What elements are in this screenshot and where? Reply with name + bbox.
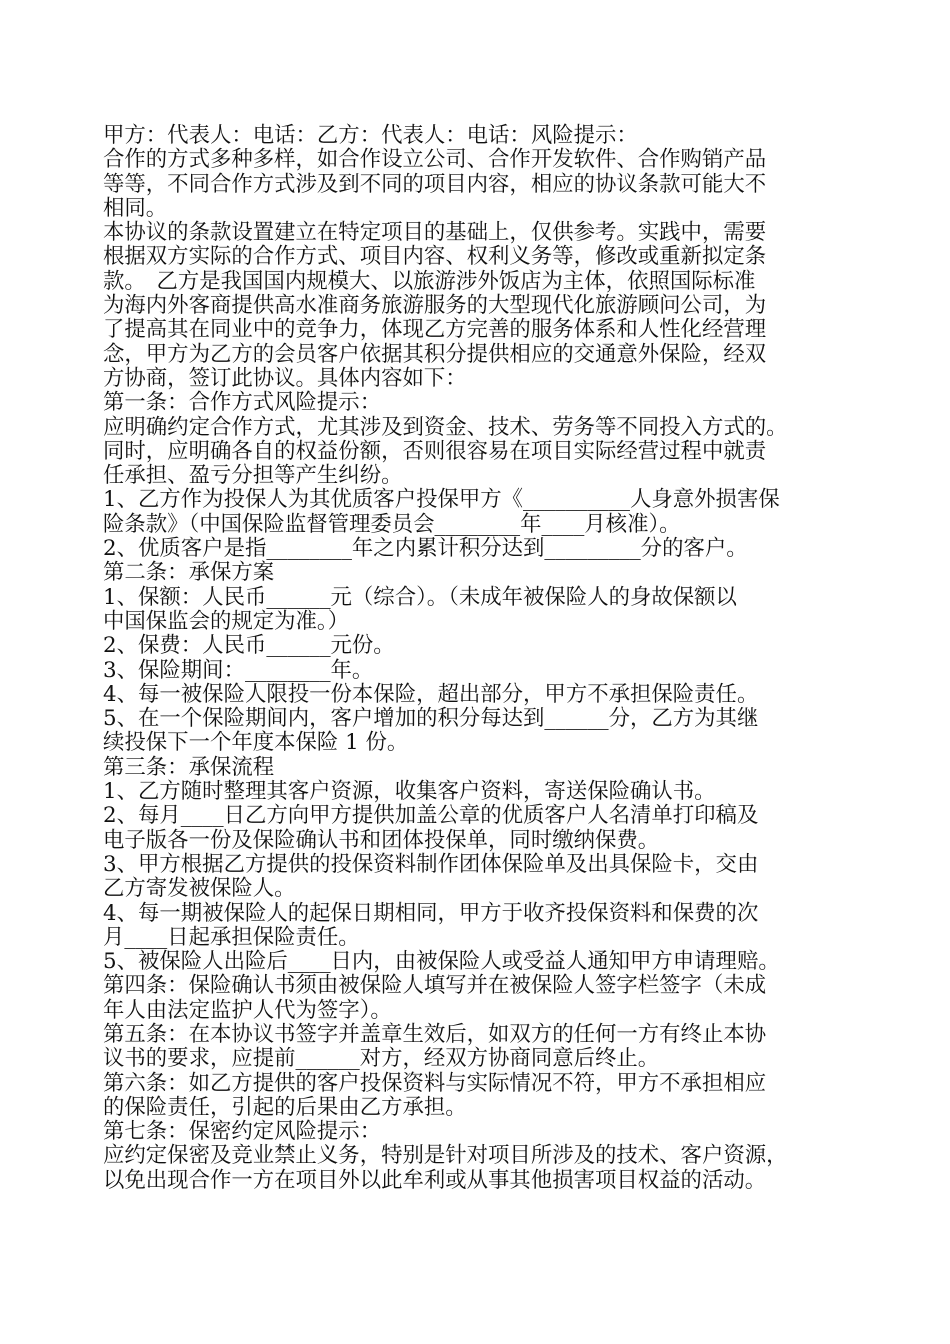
text-line: 合作的方式多种多样，如合作设立公司、合作开发软件、合作购销产品 <box>103 147 767 173</box>
text-line: 应明确约定合作方式，尤其涉及到资金、技术、劳务等不同投入方式的。 <box>103 414 788 440</box>
text-line: 2、优质客户是指________年之内累计积分达到_________分的客户。 <box>103 536 748 562</box>
text-line: 议书的要求，应提前______对方，经双方协商同意后终止。 <box>103 1046 660 1072</box>
text-line: 相同。 <box>103 195 168 221</box>
document-body <box>103 124 863 1193</box>
text-line: 续投保下一个年度本保险 1 份。 <box>103 730 409 756</box>
text-line: 1、乙方作为投保人为其优质客户投保甲方《__________人身意外损害保 <box>103 487 780 513</box>
text-line: 了提高其在同业中的竞争力，体现乙方完善的服务体系和人性化经营理 <box>103 317 767 343</box>
text-line: 4、每一期被保险人的起保日期相同，甲方于收齐投保资料和保费的次 <box>103 900 759 926</box>
section-heading: 第一条：合作方式风险提示： <box>103 390 382 416</box>
section-heading: 第六条：如乙方提供的客户投保资料与实际情况不符，甲方不承担相应 <box>103 1070 767 1096</box>
text-line: 念，甲方为乙方的会员客户依据其积分提供相应的交通意外保险，经双 <box>103 341 767 367</box>
section-heading: 第二条：承保方案 <box>103 560 275 586</box>
text-line: 本协议的条款设置建立在特定项目的基础上，仅供参考。实践中，需要 <box>103 220 767 246</box>
text-line: 乙方寄发被保险人。 <box>103 876 296 902</box>
text-line: 1、保额：人民币______元（综合）。（未成年被保险人的身故保额以 <box>103 584 737 610</box>
text-line: 3、保险期间：________年。 <box>103 657 374 683</box>
text-line: 1、乙方随时整理其客户资源，收集客户资料，寄送保险确认书。 <box>103 779 716 805</box>
section-heading: 第五条：在本协议书签字并盖章生效后，如双方的任何一方有终止本协 <box>103 1021 767 1047</box>
section-heading: 第七条：保密约定风险提示： <box>103 1119 382 1145</box>
text-line: 款。 乙方是我国国内规模大、以旅游涉外饭店为主体，依照国际标准 <box>103 268 756 294</box>
text-line: 3、甲方根据乙方提供的投保资料制作团体保险单及出具保险卡，交由 <box>103 851 759 877</box>
text-line: 2、每月____日乙方向甲方提供加盖公章的优质客户人名清单打印稿及 <box>103 803 759 829</box>
text-line: 电子版各一份及保险确认书和团体投保单，同时缴纳保费。 <box>103 827 660 853</box>
text-line: 同时，应明确各自的权益份额，否则很容易在项目实际经营过程中就责 <box>103 438 767 464</box>
section-heading: 第四条：保险确认书须由被保险人填写并在被保险人签字栏签字（未成 <box>103 973 767 999</box>
text-line: 中国保监会的规定为准。） <box>103 608 349 634</box>
text-line: 2、保费：人民币______元份。 <box>103 633 395 659</box>
text-line: 险条款》（中国保险监督管理委员会________年____月核准）。 <box>103 511 681 537</box>
text-line: 根据双方实际的合作方式、项目内容、权利义务等，修改或重新拟定条 <box>103 244 767 270</box>
text-line: 等等，不同合作方式涉及到不同的项目内容，相应的协议条款可能大不 <box>103 171 767 197</box>
text-line: 方协商，签订此协议。具体内容如下： <box>103 365 467 391</box>
text-line: 甲方：代表人：电话：乙方：代表人：电话：风险提示： <box>103 123 638 148</box>
text-line: 月____日起承担保险责任。 <box>103 924 360 950</box>
text-line: 为海内外客商提供高水准商务旅游服务的大型现代化旅游顾问公司，为 <box>103 293 767 319</box>
text-line: 年人由法定监护人代为签字）。 <box>103 997 392 1023</box>
section-heading: 第三条：承保流程 <box>103 754 275 780</box>
text-line: 以免出现合作一方在项目外以此牟利或从事其他损害项目权益的活动。 <box>103 1167 767 1193</box>
text-line: 4、每一被保险人限投一份本保险，超出部分，甲方不承担保险责任。 <box>103 681 759 707</box>
text-line: 5、被保险人出险后____日内，由被保险人或受益人通知甲方申请理赔。 <box>103 949 780 975</box>
text-line: 任承担、盈亏分担等产生纠纷。 <box>103 463 403 489</box>
text-line: 应约定保密及竞业禁止义务，特别是针对项目所涉及的技术、客户资源， <box>103 1143 788 1169</box>
text-line: 5、在一个保险期间内，客户增加的积分每达到______分，乙方为其继 <box>103 706 759 732</box>
text-line: 的保险责任，引起的后果由乙方承担。 <box>103 1094 467 1120</box>
